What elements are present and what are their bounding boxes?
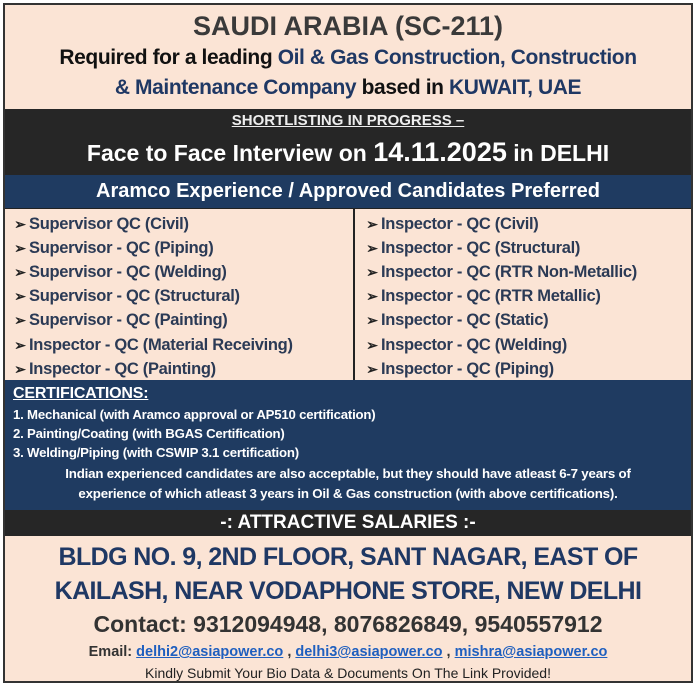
- position-title: Inspector - QC (Static): [381, 311, 549, 330]
- position-item: [5, 357, 353, 381]
- email-label: Email:: [88, 644, 133, 660]
- position-item: [357, 357, 691, 381]
- experience-note: experience of which atleast 3 years in Oil & Gas construction (with above certifications).: [78, 486, 618, 501]
- arrow-bullet-icon: ➢: [14, 312, 26, 329]
- position-title: Supervisor - QC (Painting): [29, 311, 228, 330]
- positions-column-left: [5, 209, 355, 381]
- position-item: [5, 285, 353, 309]
- arrow-bullet-icon: ➢: [366, 215, 378, 232]
- email-line: [5, 641, 691, 663]
- poster-title: SAUDI ARABIA (SC-211): [192, 11, 504, 41]
- positions-column-right: [357, 209, 691, 381]
- position-item: [357, 285, 691, 309]
- interview-band: [5, 109, 691, 175]
- address-line-2: KAILASH, NEAR VODAPHONE STORE, NEW DELHI: [54, 577, 642, 605]
- certifications-section: [5, 380, 691, 510]
- position-item: [5, 333, 353, 357]
- arrow-bullet-icon: ➢: [366, 263, 378, 280]
- position-item: [5, 309, 353, 333]
- email-separator: ,: [442, 644, 455, 660]
- email-link[interactable]: delhi2@asiapower.co: [136, 644, 284, 660]
- experience-note: Indian experienced candidates are also acceptable, but they should have atleast 6-7 years of: [65, 466, 631, 481]
- requirement-line-1: [5, 43, 691, 73]
- arrow-bullet-icon: ➢: [366, 336, 378, 353]
- position-title: Inspector - QC (Structural): [381, 238, 581, 257]
- industry-highlight: Oil & Gas Construction, Construction: [277, 46, 637, 69]
- position-title: Inspector - QC (Painting): [29, 359, 216, 378]
- interview-location: in DELHI: [506, 140, 610, 166]
- footer-instruction: Kindly Submit Your Bio Data & Documents On The Link Provided!: [145, 665, 551, 681]
- position-title: Inspector - QC (RTR Non-Metallic): [381, 262, 637, 281]
- position-title: Supervisor - QC (Piping): [29, 238, 214, 257]
- email-link[interactable]: delhi3@asiapower.co: [295, 644, 443, 660]
- position-item: [357, 309, 691, 333]
- arrow-bullet-icon: ➢: [14, 336, 26, 353]
- email-separator: ,: [283, 644, 296, 660]
- based-in-text: based in: [356, 76, 450, 99]
- position-title: Supervisor - QC (Welding): [29, 262, 227, 281]
- position-item: [357, 260, 691, 284]
- position-title: Inspector - QC (Welding): [381, 335, 567, 354]
- arrow-bullet-icon: ➢: [14, 215, 26, 232]
- shortlisting-status: SHORTLISTING IN PROGRESS –: [231, 112, 465, 129]
- certification-item: 2. Painting/Coating (with BGAS Certification): [13, 426, 285, 441]
- interview-prefix: Face to Face Interview on: [86, 140, 374, 166]
- preference-banner: Aramco Experience / Approved Candidates Preferred: [5, 175, 691, 208]
- contact-numbers: Contact: 9312094948, 8076826849, 9540557912: [93, 611, 603, 637]
- position-title: Inspector - QC (Civil): [381, 214, 539, 233]
- position-title: Inspector - QC (Piping): [381, 359, 554, 378]
- arrow-bullet-icon: ➢: [366, 360, 378, 377]
- position-title: Inspector - QC (Material Receiving): [29, 335, 293, 354]
- position-item: [357, 212, 691, 236]
- requirement-line-2: [5, 73, 691, 103]
- arrow-bullet-icon: ➢: [366, 312, 378, 329]
- arrow-bullet-icon: ➢: [366, 239, 378, 256]
- job-poster: [3, 3, 693, 683]
- email-link[interactable]: mishra@asiapower.co: [454, 644, 608, 660]
- arrow-bullet-icon: ➢: [14, 263, 26, 280]
- interview-date: 14.11.2025: [373, 137, 507, 167]
- arrow-bullet-icon: ➢: [14, 360, 26, 377]
- position-item: [5, 260, 353, 284]
- requirement-prefix: Required for a leading: [59, 46, 278, 69]
- position-title: Inspector - QC (RTR Metallic): [381, 287, 601, 306]
- address-line-1: BLDG NO. 9, 2ND FLOOR, SANT NAGAR, EAST OF: [58, 543, 638, 571]
- location: KUWAIT, UAE: [449, 76, 582, 99]
- arrow-bullet-icon: ➢: [14, 239, 26, 256]
- position-item: [5, 212, 353, 236]
- arrow-bullet-icon: ➢: [14, 288, 26, 305]
- certification-item: 1. Mechanical (with Aramco approval or AP510 certification): [13, 407, 376, 422]
- position-item: [357, 236, 691, 260]
- position-title: Supervisor - QC (Structural): [29, 287, 240, 306]
- salaries-banner: -: ATTRACTIVE SALARIES :-: [5, 510, 691, 536]
- position-item: [357, 333, 691, 357]
- position-item: [5, 236, 353, 260]
- certification-item: 3. Welding/Piping (with CSWIP 3.1 certification): [13, 445, 299, 460]
- certifications-heading: CERTIFICATIONS:: [13, 385, 149, 402]
- arrow-bullet-icon: ➢: [366, 288, 378, 305]
- positions-list: [5, 208, 691, 380]
- company-type: & Maintenance Company: [114, 76, 357, 99]
- position-title: Supervisor QC (Civil): [29, 214, 189, 233]
